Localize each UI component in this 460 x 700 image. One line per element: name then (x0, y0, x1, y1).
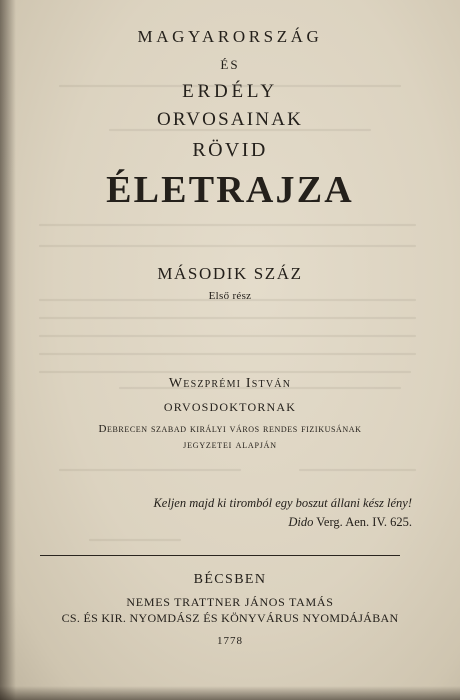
part-label: Első rész (208, 290, 252, 302)
title-line-2: ÉS (220, 57, 240, 72)
title-line-5: RÖVID (192, 139, 268, 161)
imprint-printer: NEMES TRATTNER JÁNOS TAMÁS (126, 595, 334, 609)
epigraph-speaker: Dido (288, 515, 314, 529)
author-description-continued: jegyzetei alapján (183, 439, 277, 451)
imprint-city: BÉCSBEN (193, 572, 267, 587)
title-line-1: MAGYARORSZÁG (137, 27, 323, 46)
main-title: ÉLETRAJZA (106, 169, 354, 211)
epigraph-source: Verg. Aen. IV. 625. (316, 515, 412, 529)
author-description: Debrecen szabad királyi város rendes fizikusának (98, 423, 362, 435)
divider-rule (40, 555, 400, 556)
imprint-press: CS. ÉS KIR. NYOMDÁSZ ÉS KÖNYVÁRUS NYOMDÁJÁBAN (61, 611, 399, 625)
page-gutter-shadow (0, 0, 16, 700)
epigraph-attribution (288, 516, 412, 529)
page-bottom-edge (0, 686, 460, 700)
author-name: Weszprémi István (168, 376, 292, 391)
volume-label: MÁSODIK SZÁZ (157, 264, 303, 283)
title-line-4: ORVOSAINAK (156, 109, 304, 130)
epigraph-text: Keljen majd ki tiromból egy boszut állani kész lény! (153, 496, 412, 510)
author-title: ORVOSDOKTORNAK (163, 400, 297, 414)
imprint-year: 1778 (217, 635, 243, 647)
title-line-3: ERDÉLY (182, 81, 278, 102)
